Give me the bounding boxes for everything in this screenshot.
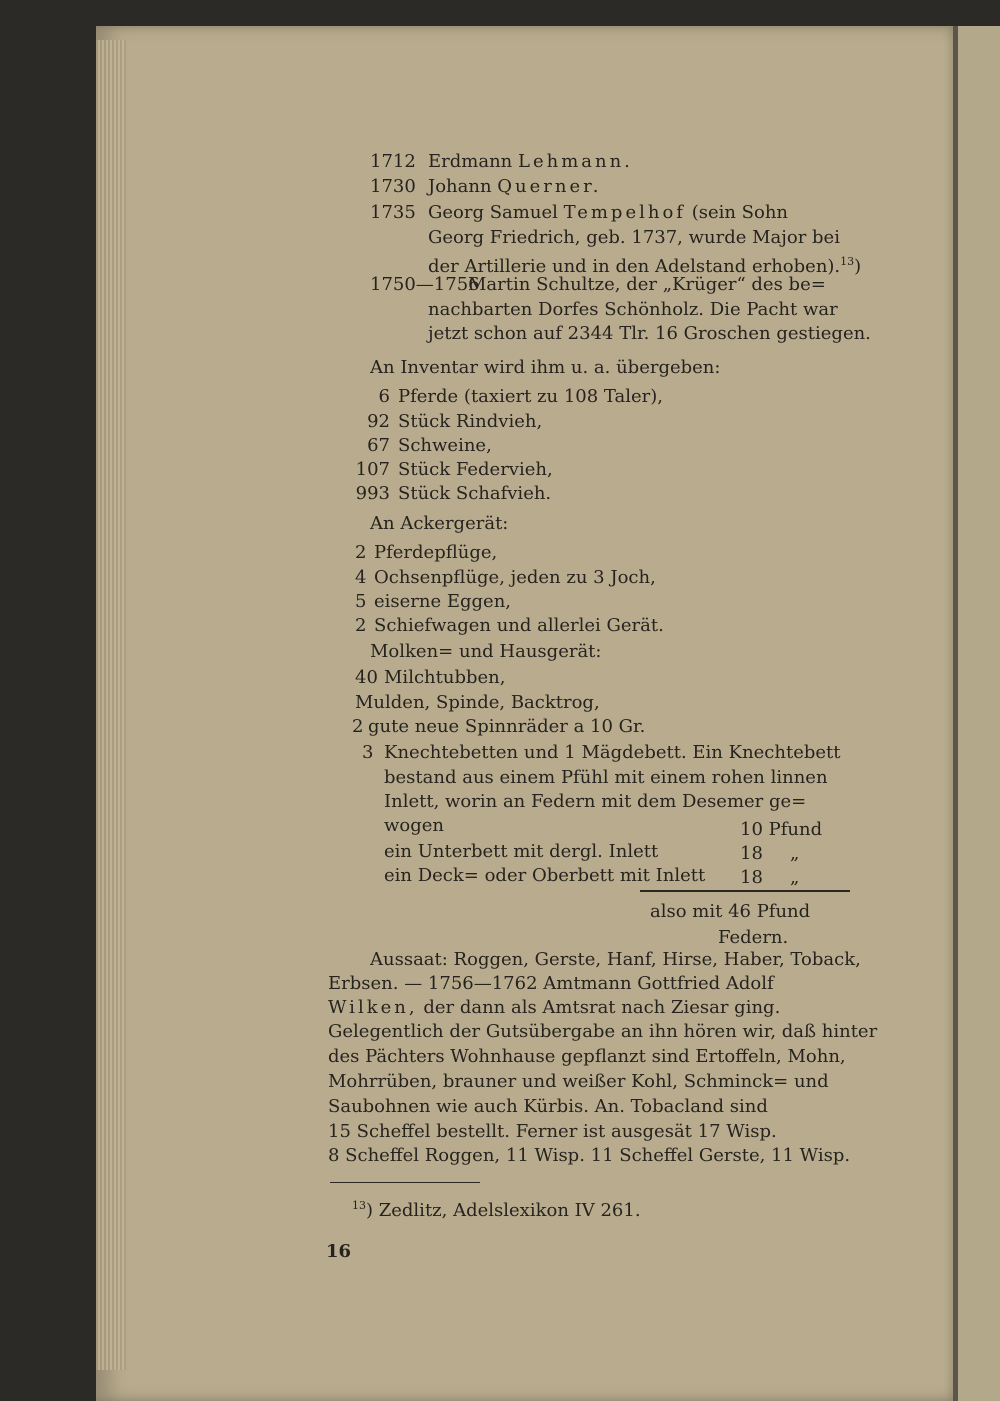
text-line: Mohrrüben, brauner und weißer Kohl, Schminck= und xyxy=(328,1071,829,1092)
inventory-count: 40 xyxy=(355,667,378,688)
inventory-count: 2 xyxy=(352,716,364,737)
facing-page xyxy=(958,26,1000,1401)
text-line: nachbarten Dorfes Schönholz. Die Pacht war xyxy=(428,299,838,320)
footnote-rule xyxy=(330,1182,480,1183)
weight-value: 18 xyxy=(740,843,763,864)
inventory-count: 993 xyxy=(355,483,390,504)
weight-value: 18 xyxy=(740,867,763,888)
year-1712: 1712 xyxy=(370,151,416,172)
tenant-name: Erdmann Lehmann. xyxy=(428,151,633,172)
sum-rule xyxy=(640,890,850,892)
inventory-item: Mulden, Spinde, Backtrog, xyxy=(355,692,600,713)
ditto-mark: „ xyxy=(790,843,800,864)
inventory-item: Schiefwagen und allerlei Gerät. xyxy=(374,615,664,636)
inventory-item: Pferdepflüge, xyxy=(374,542,498,563)
inventory-count: 6 xyxy=(378,386,390,407)
section-heading: An Inventar wird ihm u. a. übergeben: xyxy=(370,357,721,378)
text-line: Georg Friedrich, geb. 1737, wurde Major bei xyxy=(428,227,840,248)
inventory-count: 107 xyxy=(355,459,390,480)
text-line: Martin Schultze, der „Krüger“ des be= xyxy=(468,274,826,295)
tenant-name: Georg Samuel Tempelhof (sein Sohn xyxy=(428,202,789,223)
tenant-name: Johann Querner. xyxy=(428,176,602,197)
inventory-count: 5 xyxy=(355,591,367,612)
text-line: wogen xyxy=(384,815,445,836)
text-line: Wilken, der dann als Amtsrat nach Ziesar ging. xyxy=(328,997,781,1018)
inventory-item: Stück Schafvieh. xyxy=(398,483,552,504)
inventory-count: 4 xyxy=(355,567,367,588)
footnote-ref: 13 xyxy=(840,255,855,268)
inventory-count: 92 xyxy=(367,411,390,432)
inventory-count: 2 xyxy=(355,615,367,636)
page-number: 16 xyxy=(326,1241,352,1262)
footnote: $^{13}$) Zedlitz, Adelslexikon IV 261. xyxy=(352,1199,641,1221)
text-line: Gelegentlich der Gutsübergabe an ihn hören wir, daß hinter xyxy=(328,1021,878,1042)
section-heading: An Ackergerät: xyxy=(370,513,509,534)
inventory-item: Stück Federvieh, xyxy=(398,459,553,480)
inventory-item: Stück Rindvieh, xyxy=(398,411,543,432)
ditto-mark: „ xyxy=(790,867,800,888)
text-line: Saubohnen wie auch Kürbis. An. Tobacland sind xyxy=(328,1096,768,1117)
total-line: Federn. xyxy=(718,927,789,948)
inventory-item: Milchtubben, xyxy=(384,667,506,688)
page-edges xyxy=(96,40,126,1370)
text-line: jetzt schon auf 2344 Tlr. 16 Groschen gestiegen. xyxy=(428,323,871,344)
inventory-item: gute neue Spinnräder a 10 Gr. xyxy=(368,716,646,737)
text-line: Erbsen. — 1756—1762 Amtmann Gottfried Adolf xyxy=(328,973,774,994)
inventory-item: Ochsenpflüge, jeden zu 3 Joch, xyxy=(374,567,656,588)
inventory-item: Knechtebetten und 1 Mägdebett. Ein Knechtebett xyxy=(384,742,841,763)
section-heading: Molken= und Hausgerät: xyxy=(370,641,602,662)
inventory-count: 3 xyxy=(362,742,374,763)
text-line: ein Deck= oder Oberbett mit Inlett xyxy=(384,865,706,886)
inventory-item: Pferde (taxiert zu 108 Taler), xyxy=(398,386,664,407)
year-range: 1750—1756 xyxy=(370,274,480,295)
text-line: 15 Scheffel bestellt. Ferner ist ausgesät 17 Wisp. xyxy=(328,1121,777,1142)
inventory-item: Schweine, xyxy=(398,435,492,456)
total-line: also mit 46 Pfund xyxy=(650,901,811,922)
text-line: Aussaat: Roggen, Gerste, Hanf, Hirse, Haber, Toback, xyxy=(370,949,861,970)
year-1735: 1735 xyxy=(370,202,416,223)
text-line: der Artillerie und in den Adelstand erhoben).$^{13}$) xyxy=(428,255,862,277)
text-line: des Pächters Wohnhause gepflanzt sind Ertoffeln, Mohn, xyxy=(328,1046,846,1067)
inventory-count: 67 xyxy=(367,435,390,456)
weight-value: 10 Pfund xyxy=(740,819,823,840)
text-line: bestand aus einem Pfühl mit einem rohen linnen xyxy=(384,767,828,788)
year-1730: 1730 xyxy=(370,176,416,197)
text-line: ein Unterbett mit dergl. Inlett xyxy=(384,841,659,862)
text-line: Inlett, worin an Federn mit dem Desemer ge= xyxy=(384,791,807,812)
inventory-item: eiserne Eggen, xyxy=(374,591,512,612)
text-line: 8 Scheffel Roggen, 11 Wisp. 11 Scheffel Gerste, 11 Wisp. xyxy=(328,1145,851,1166)
inventory-count: 2 xyxy=(355,542,367,563)
